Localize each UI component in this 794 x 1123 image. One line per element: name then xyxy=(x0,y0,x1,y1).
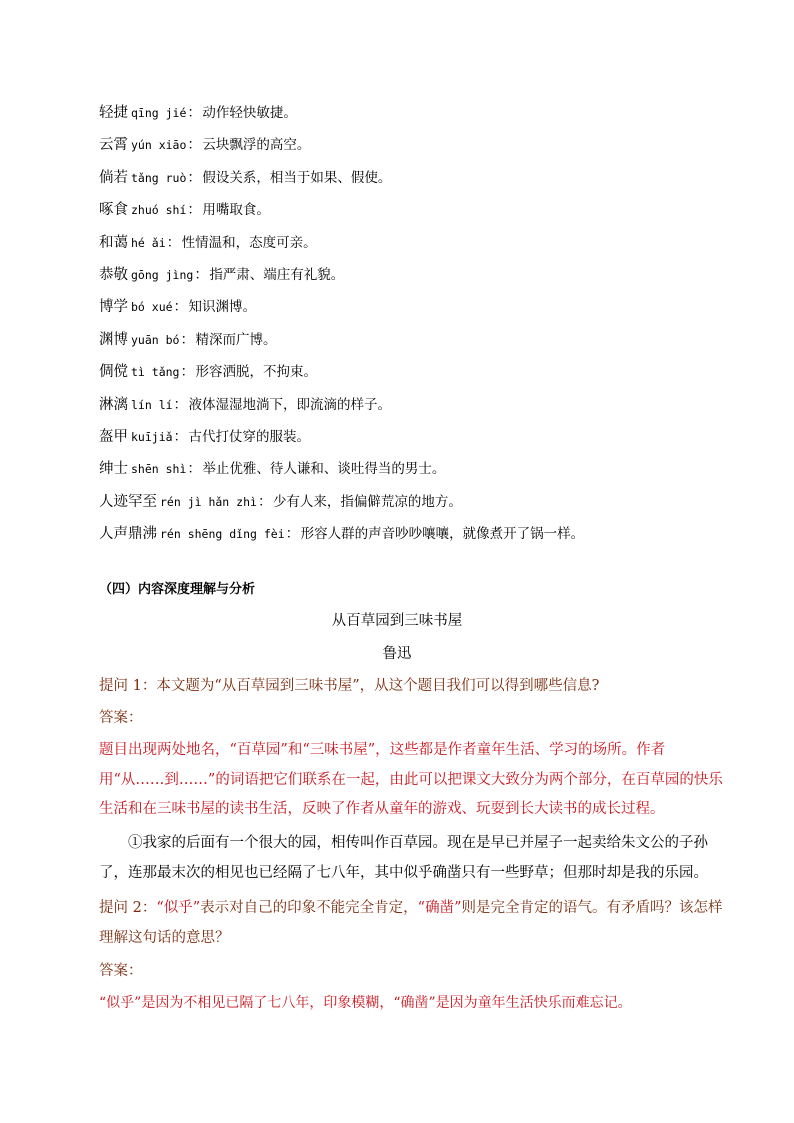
vocab-definition: 指严肃、端庄有礼貌。 xyxy=(209,266,345,283)
vocab-item: 淋漓 lín lí：液体湿湿地淌下，即流滴的样子。 xyxy=(99,396,392,413)
vocab-item: 盔甲 kuījiǎ：古代打仗穿的服装。 xyxy=(99,428,311,445)
vocab-item: 博学 bó xué：知识渊博。 xyxy=(99,299,257,316)
vocab-pinyin: zhuó shí xyxy=(131,203,187,218)
vocab-item: 啄食 zhuó shí：用嘴取食。 xyxy=(99,202,270,219)
vocab-definition: 精深而广博。 xyxy=(195,331,277,348)
vocab-definition: 用嘴取食。 xyxy=(202,202,270,219)
vocab-pinyin: hé ǎi xyxy=(131,235,166,250)
answer-2: “似乎”是因为不相见已隔了七八年，印象模糊，“确凿”是因为童年生活快乐而难忘记。 xyxy=(99,995,632,1011)
vocab-word: 盔甲 xyxy=(99,428,128,445)
vocab-word: 博学 xyxy=(99,299,128,316)
vocab-pinyin: yuān bó xyxy=(131,332,180,347)
vocab-item: 渊博 yuān bó：精深而广博。 xyxy=(99,331,277,348)
vocabulary-list xyxy=(99,101,739,554)
question-1: 提问 1：本文题为“从百草园到三味书屋”，从这个题目我们可以得到哪些信息? xyxy=(99,678,600,694)
vocab-pinyin: tǎng ruò xyxy=(131,170,187,185)
article-author: 鲁迅 xyxy=(382,646,412,662)
vocab-word: 渊博 xyxy=(99,331,128,348)
vocab-definition: 液体湿湿地淌下，即流滴的样子。 xyxy=(188,396,392,413)
question-2-word-quezao: “确凿” xyxy=(417,900,462,916)
vocab-pinyin: shēn shì xyxy=(131,462,187,477)
vocab-definition: 古代打仗穿的服装。 xyxy=(188,428,311,445)
vocab-definition: 假设关系，相当于如果、假使。 xyxy=(202,169,392,186)
vocab-word: 啄食 xyxy=(99,202,128,219)
vocab-definition: 形容人群的声音吵吵嚷嚷，就像煮开了锅一样。 xyxy=(300,526,585,543)
passage-paragraph: ①我家的后面有一个很大的园，相传叫作百草园。现在是早已并屋子一起卖给朱文公的子孙了，连那最末次的相见也已经隔了七八年，其中似乎确凿只有一些野草；但那时却是我的乐园。 xyxy=(99,835,708,881)
question-2 xyxy=(99,894,727,953)
vocab-pinyin: tì tǎng xyxy=(131,365,180,380)
vocab-pinyin: bó xué xyxy=(131,300,173,315)
answer-1: 题目出现两处地名，“百草园”和“三味书屋”，这些都是作者童年生活、学习的场所。作者用“从……到……”的词语把它们联系在一起，由此可以把课文大致分为两个部分，在百草园的快乐生活和在三味书屋的读书生活，反映了作者从童年的游戏、玩耍到长大读书的成长过程。 xyxy=(99,742,723,817)
vocab-definition: 性情温和，态度可亲。 xyxy=(181,234,317,251)
vocab-pinyin: lín lí xyxy=(131,397,173,412)
vocab-definition: 少有人来，指偏僻荒凉的地方。 xyxy=(272,493,462,510)
vocab-pinyin: kuījiǎ xyxy=(131,429,173,444)
vocab-pinyin: rén jì hǎn zhì xyxy=(160,494,257,509)
vocab-definition: 知识渊博。 xyxy=(188,299,257,316)
vocab-word: 淋漓 xyxy=(99,396,128,413)
vocab-word: 云霄 xyxy=(99,137,128,154)
vocab-word: 轻捷 xyxy=(99,105,128,121)
answer-label-2: 答案： xyxy=(99,963,143,979)
vocab-word: 绅士 xyxy=(99,461,128,478)
vocab-word: 人迹罕至 xyxy=(99,493,157,510)
vocab-word: 恭敬 xyxy=(99,266,128,283)
vocab-item: 轻捷 qīng jié：动作轻快敏捷。 xyxy=(99,105,297,121)
vocab-word: 倘若 xyxy=(99,169,128,186)
vocab-word: 人声鼎沸 xyxy=(99,526,157,543)
vocab-pinyin: qīng jié xyxy=(131,106,187,120)
vocab-item: 倘若 tǎng ruò：假设关系，相当于如果、假使。 xyxy=(99,169,392,186)
vocab-item: 倜傥 tì tǎng：形容洒脱，不拘束。 xyxy=(99,364,317,381)
question-2-mid: 表示对自己的印象不能完全肯定， xyxy=(200,900,418,916)
question-2-prefix: 提问 2： xyxy=(99,900,157,916)
vocab-definition: 举止优雅、待人谦和、谈吐得当的男士。 xyxy=(202,461,446,478)
vocab-item: 绅士 shēn shì：举止优雅、待人谦和、谈吐得当的男士。 xyxy=(99,461,446,478)
vocab-pinyin: yún xiāo xyxy=(131,138,187,153)
vocab-definition: 形容洒脱，不拘束。 xyxy=(195,364,317,381)
question-2-word-sihu: “似乎” xyxy=(156,900,201,916)
vocab-definition: 动作轻快敏捷。 xyxy=(202,105,297,121)
vocab-pinyin: gōng jìng xyxy=(131,267,194,282)
vocab-definition: 云块飘浮的高空。 xyxy=(202,137,311,154)
vocab-item: 恭敬 gōng jìng：指严肃、端庄有礼貌。 xyxy=(99,266,345,283)
vocab-word: 和蔼 xyxy=(99,234,128,251)
question-2-rest: 则是完全肯定的语气。有矛盾吗？该怎样理解这句话的意思？ xyxy=(99,900,723,946)
section-heading: （四）内容深度理解与分析 xyxy=(99,582,256,597)
vocab-item: 人迹罕至 rén jì hǎn zhì：少有人来，指偏僻荒凉的地方。 xyxy=(99,493,462,510)
vocab-item: 人声鼎沸 rén shēng dǐng fèi：形容人群的声音吵吵嚷嚷，就像煮开了锅一样。 xyxy=(99,526,585,543)
vocab-item: 和蔼 hé ǎi：性情温和，态度可亲。 xyxy=(99,234,317,251)
answer-label-1: 答案： xyxy=(99,710,143,726)
article-title: 从百草园到三味书屋 xyxy=(331,613,463,629)
vocab-item: 云霄 yún xiāo：云块飘浮的高空。 xyxy=(99,137,311,154)
vocab-word: 倜傥 xyxy=(99,364,128,381)
vocab-pinyin: rén shēng dǐng fèi xyxy=(160,527,285,542)
